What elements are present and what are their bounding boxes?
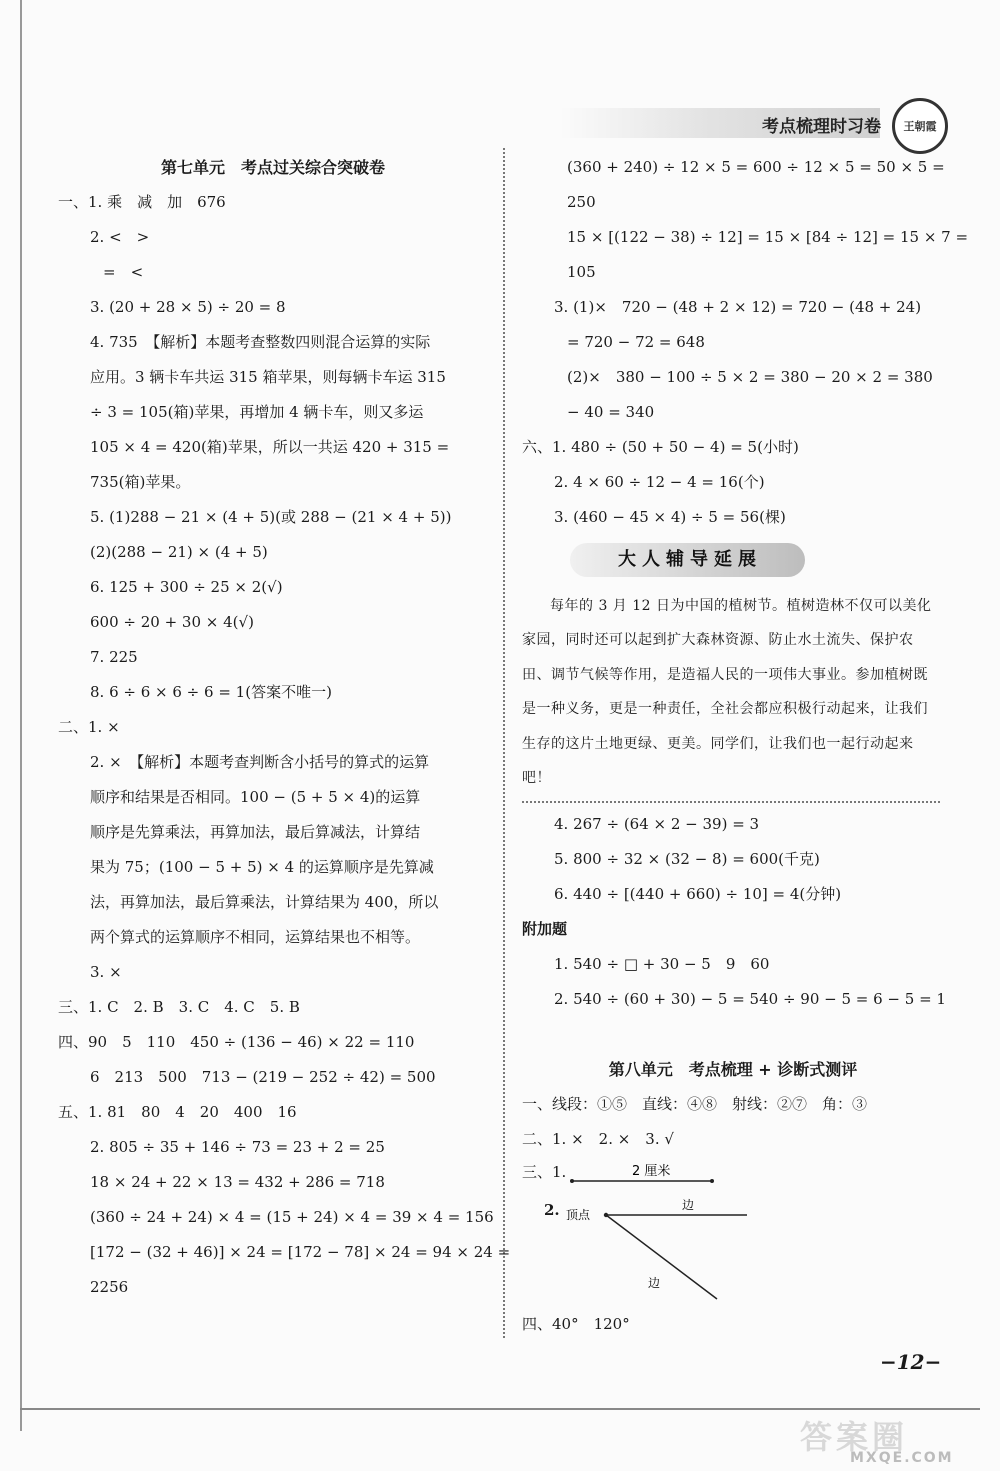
- answer-line: 四、40° 120°: [522, 1315, 630, 1334]
- answer-line: 4. 267 ÷ (64 × 2 − 39) = 3: [554, 815, 760, 834]
- page-edge: [20, 0, 22, 1431]
- q3-2-label: 2.: [544, 1201, 560, 1220]
- answer-line: 3. (1)× 720 − (48 + 2 × 12) = 720 − (48 + 24): [554, 298, 922, 316]
- answer-line: 735(箱)苹果。: [90, 473, 191, 491]
- angle-side-line: [606, 1215, 717, 1299]
- column-divider: [503, 148, 505, 1338]
- answer-line: 105 × 4 = 420(箱)苹果，所以一共运 420 + 315 =: [90, 438, 450, 456]
- right-column: [522, 150, 969, 1342]
- dotted-separator: [522, 801, 940, 803]
- answer-line: 8. 6 ÷ 6 × 6 ÷ 6 = 1(答案不唯一): [90, 683, 332, 701]
- answer-line: 顺序是先算乘法，再算加法，最后算减法，计算结: [90, 823, 421, 841]
- answer-line: 2. 805 ÷ 35 + 146 ÷ 73 = 23 + 2 = 25: [90, 1138, 385, 1156]
- segment-length-label: 2 厘米: [632, 1164, 671, 1180]
- answer-line: − 40 = 340: [567, 403, 655, 421]
- segment-endpoint: [570, 1179, 574, 1183]
- banner-text: 大人辅导延展: [618, 549, 762, 570]
- segment-endpoint: [710, 1179, 714, 1183]
- answer-line: 2. × 【解析】本题考查判断含小括号的算式的运算: [90, 753, 430, 771]
- side-label: 边: [648, 1276, 661, 1291]
- vertex-label: 顶点: [566, 1208, 591, 1223]
- q3-1-label: 三、1.: [522, 1163, 567, 1182]
- tutor-extension-banner: [522, 537, 944, 585]
- answer-line: 2. 4 × 60 ÷ 12 − 4 = 16(个): [554, 473, 765, 491]
- answer-line: 二、1. × 2. × 3. √: [522, 1130, 674, 1149]
- spacer: [522, 1017, 944, 1052]
- answer-line: 4. 735 【解析】本题考查整数四则混合运算的实际: [90, 333, 431, 351]
- answer-line: 18 × 24 + 22 × 13 = 432 + 286 = 718: [90, 1173, 385, 1191]
- answer-line: 应用。3 辆卡车共运 315 箱苹果，则每辆卡车运 315: [90, 368, 446, 386]
- page-number: −12−: [880, 1350, 942, 1374]
- answer-line: 5. 800 ÷ 32 × (32 − 8) = 600(千克): [554, 850, 820, 869]
- bottom-rule: [20, 1408, 980, 1410]
- answer-line: 二、1. ×: [58, 718, 120, 736]
- answer-line: 6. 440 ÷ [(440 + 660) ÷ 10] = 4(分钟): [554, 885, 842, 904]
- unit7-title: 第七单元 考点过关综合突破卷: [160, 158, 385, 177]
- segment-figure: [562, 1157, 722, 1191]
- segment-answer: [522, 1157, 944, 1197]
- answer-line: 法，再算加法，最后算乘法，计算结果为 400，所以: [90, 893, 439, 911]
- header-title: 考点梳理时习卷: [762, 117, 881, 137]
- answer-line: 6. 125 + 300 ÷ 25 × 2(√): [90, 578, 283, 596]
- answer-line: 一、1. 乘 减 加 676: [58, 193, 226, 211]
- answer-line: 250: [567, 193, 596, 211]
- answer-line: 一、线段：①⑤ 直线：④⑧ 射线：②⑦ 角：③: [522, 1095, 868, 1114]
- answer-line: 5. (1)288 − 21 × (4 + 5)(或 288 − (21 × 4 + 5)): [90, 508, 452, 526]
- answer-line: 果为 75；(100 − 5 + 5) × 4 的运算顺序是先算减: [90, 858, 434, 876]
- vertex-point: [604, 1213, 608, 1217]
- answer-line: = <: [103, 263, 144, 281]
- angle-answer: [522, 1197, 944, 1307]
- side-label: 边: [682, 1198, 695, 1213]
- answer-line: 600 ÷ 20 + 30 × 4(√): [90, 613, 254, 631]
- answer-line: (360 + 240) ÷ 12 × 5 = 600 ÷ 12 × 5 = 50 × 5 =: [567, 158, 945, 176]
- answer-line: = 720 − 72 = 648: [567, 333, 705, 351]
- answer-line: [172 − (32 + 46)] × 24 = [172 − 78] × 24 = 94 × 24 =: [90, 1243, 511, 1261]
- answer-line: 3. (460 − 45 × 4) ÷ 5 = 56(棵): [554, 508, 786, 526]
- answer-line: 2256: [90, 1278, 129, 1296]
- angle-figure: [562, 1197, 762, 1307]
- watermark-logo: [770, 1412, 970, 1467]
- arbor-day-paragraph: 每年的 3 月 12 日为中国的植树节。植树造林不仅可以美化家园，同时还可以起到扩大森林资源、防止水土流失、保护农田、调节气候等作用，是造福人民的一项伟大事业。参加植树既是一种义务，更是一种责任，全社会都应积极行动起来，让我们生存的这片土地更绿、更美。同学们，让我们也一起行动起来吧！: [522, 598, 932, 787]
- left-column: [58, 150, 511, 1305]
- logo-text: 王朝霞: [903, 120, 937, 133]
- watermark-url: MXQE.COM: [850, 1450, 954, 1466]
- unit8-title: 第八单元 考点梳理 + 诊断式测评: [608, 1060, 858, 1080]
- answer-line: (2)× 380 − 100 ÷ 5 × 2 = 380 − 20 × 2 = 380: [567, 368, 933, 386]
- extra-questions-title: 附加题: [522, 920, 568, 939]
- answer-line: 7. 225: [90, 648, 138, 666]
- watermark-text: 答案圈: [800, 1418, 909, 1456]
- answer-line: 四、90 5 110 450 ÷ (136 − 46) × 22 = 110: [58, 1033, 415, 1051]
- answer-line: 六、1. 480 ÷ (50 + 50 − 4) = 5(小时): [522, 438, 799, 456]
- answer-line: 105: [567, 263, 596, 281]
- answer-line: 2. 540 ÷ (60 + 30) − 5 = 540 ÷ 90 − 5 = 6 − 5 = 1: [554, 990, 946, 1009]
- brand-logo: [892, 98, 948, 154]
- answer-line: 顺序和结果是否相同。100 − (5 + 5 × 4)的运算: [90, 788, 421, 806]
- answer-line: 6 213 500 713 − (219 − 252 ÷ 42) = 500: [90, 1068, 436, 1086]
- answer-line: 三、1. C 2. B 3. C 4. C 5. B: [58, 998, 300, 1016]
- answer-line: (2)(288 − 21) × (4 + 5): [90, 543, 268, 561]
- answer-line: 五、1. 81 80 4 20 400 16: [58, 1103, 297, 1121]
- answer-line: 1. 540 ÷ □ + 30 − 5 9 60: [554, 955, 770, 974]
- answer-line: (360 ÷ 24 + 24) × 4 = (15 + 24) × 4 = 39 × 4 = 156: [90, 1208, 494, 1226]
- answer-line: 两个算式的运算顺序不相同，运算结果也不相等。: [90, 928, 421, 946]
- answer-line: 15 × [(122 − 38) ÷ 12] = 15 × [84 ÷ 12] = 15 × 7 =: [567, 228, 969, 246]
- answer-line: 3. (20 + 28 × 5) ÷ 20 = 8: [90, 298, 286, 316]
- answer-line: ÷ 3 = 105(箱)苹果，再增加 4 辆卡车，则又多运: [90, 403, 424, 421]
- answer-line: 2. < >: [90, 228, 150, 246]
- answer-line: 3. ×: [90, 963, 122, 981]
